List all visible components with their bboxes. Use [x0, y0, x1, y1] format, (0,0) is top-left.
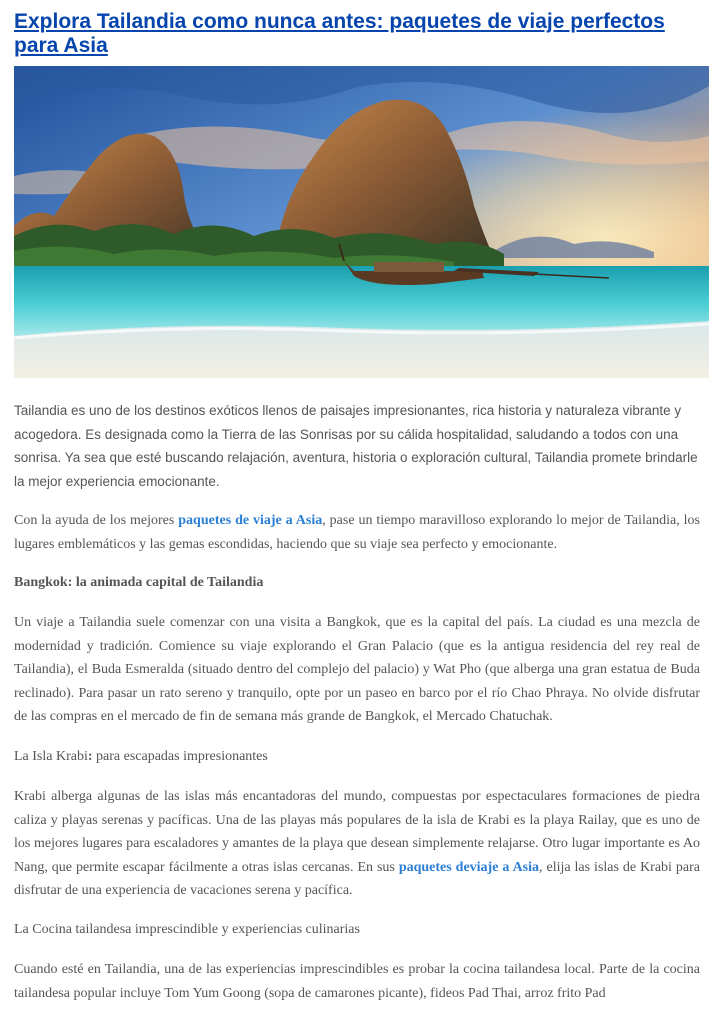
cuisine-heading: La Cocina tailandesa imprescindible y experiencias culinarias: [14, 922, 360, 937]
krabi-heading-rest: para escapadas impresionantes: [92, 749, 268, 764]
krabi-text-after: , elija las islas de Krabi para disfrutar de una experiencia de vacaciones serena y pacífica.: [14, 859, 700, 898]
krabi-heading-colon: :: [87, 749, 93, 764]
krabi-text-before: Krabi alberga algunas de las islas más encantadoras del mundo, compuestas por espectaculares formaciones de piedra caliza y playas serenas y pacíficas. Una de las playas más populares de la isla de Krabi es la playa Railay, que es uno de los mejores lugares para escaladores y amantes de la playa que desean simplemente relajarse. Otro lugar importante es Ao Nang, que permite escapar fácilmente a otras islas cercanas. En sus: [14, 789, 700, 875]
krabi-paragraph: [14, 785, 700, 903]
bangkok-heading: Bangkok: la animada capital de Tailandia: [14, 575, 264, 590]
intro-paragraph: Tailandia es uno de los destinos exóticos llenos de paisajes impresionantes, rica historia y naturaleza vibrante y acogedora. Es designada como la Tierra de las Sonrisas por su cálida hospitalidad, saludando a todos con una sonrisa. Ya sea que esté buscando relajación, aventura, historia o exploración cultural, Tailandia promete brindarle la mejor experiencia emocionante.: [14, 403, 698, 489]
packages-text-after: , pase un tiempo maravilloso explorando lo mejor de Tailandia, los lugares emblemáticos y las gemas escondidas, haciendo que su viaje sea perfecto y emocionante.: [14, 513, 700, 552]
krabi-heading: [14, 745, 700, 769]
article-title-link[interactable]: Explora Tailandia como nunca antes: paquetes de viaje perfectos para Asia: [14, 10, 665, 57]
packages-paragraph: [14, 509, 700, 556]
cuisine-paragraph: Cuando esté en Tailandia, una de las experiencias imprescindibles es probar la cocina tailandesa local. Parte de la cocina tailandesa popular incluye Tom Yum Goong (sopa de camarones picante), fideos Pad Thai, arroz frito Pad: [14, 962, 700, 1001]
krabi-heading-name: La Isla Krabi: [14, 749, 88, 764]
packages-text-before: Con la ayuda de los mejores: [14, 513, 179, 528]
hero-image-railay-beach: [14, 66, 709, 378]
asia-packages-link[interactable]: paquetes de viaje a Asia: [178, 513, 323, 528]
asia-travel-packages-link[interactable]: paquetes deviaje a Asia: [398, 859, 540, 875]
bangkok-paragraph: Un viaje a Tailandia suele comenzar con una visita a Bangkok, que es la capital del país. La ciudad es una mezcla de modernidad y tradición. Comience su viaje explorando el Gran Palacio (que es la antigua residencia del rey real de Tailandia), el Buda Esmeralda (situado dentro del complejo del palacio) y Wat Pho (que alberga una gran estatua de Buda reclinado). Para pasar un rato sereno y tranquilo, opte por un paseo en barco por el río Chao Phraya. No olvide disfrutar de las compras en el mercado de fin de semana más grande de Bangkok, el Mercado Chatuchak.: [14, 615, 700, 724]
